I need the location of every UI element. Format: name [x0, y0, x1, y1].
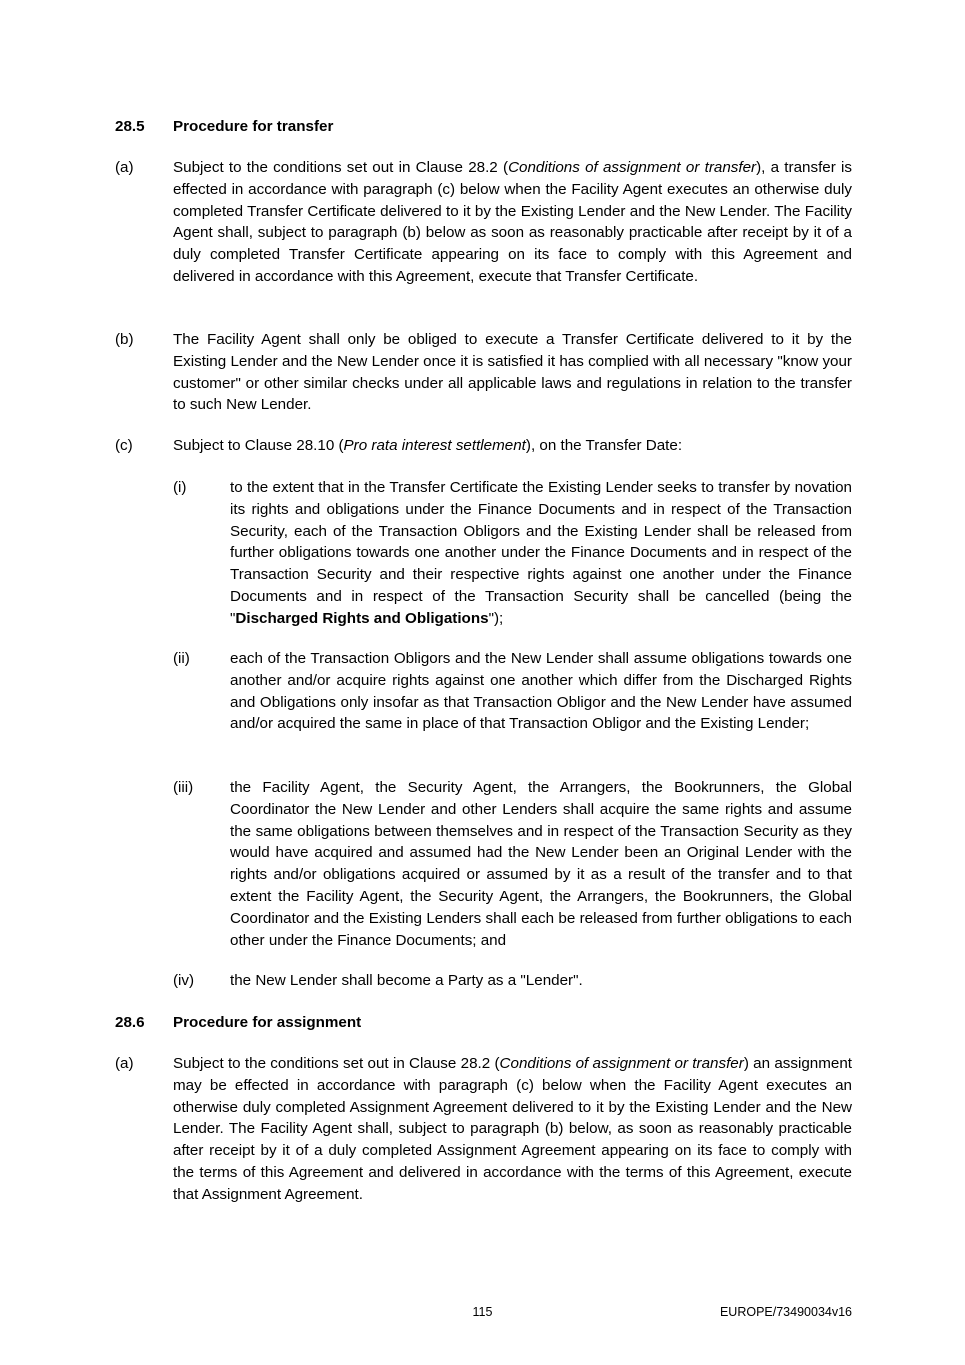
paragraph-text: The Facility Agent shall only be obliged to execute a Transfer Certificate delivered to it by the Existing Lender and the New Lender once it is satisfied it has complied with all necessary "know your customer" or other similar checks under all applicable laws and regulations in relation to the transfer to such New Lender. [173, 331, 852, 414]
paragraph-label: (c) [115, 437, 133, 454]
subparagraph-label: (iii) [173, 779, 194, 796]
text-run: "); [488, 609, 504, 627]
subparagraph-i [173, 477, 852, 630]
paragraph-label: (b) [115, 331, 134, 348]
paragraph-text [173, 435, 852, 457]
text-run: Subject to the conditions set out in Clause 28.2 ( [173, 1055, 500, 1072]
text-run: to the extent that in the Transfer Certificate the Existing Lender seeks to transfer by novation its rights and obligations under the Finance Documents and in respect of the Transaction Security, each of the Transaction Obligors and the Existing Lender shall be released from further obligations towards one another under the Finance Documents and in respect of the Transaction Security and their respective rights against one another under the Finance Documents and in respect of the Transaction Security shall be cancelled (being the " [230, 479, 852, 627]
text-run: ), on the Transfer Date: [525, 437, 683, 454]
subparagraph-text: each of the Transaction Obligors and the New Lender shall assume obligations towards one another and/or acquire rights against one another which differ from the Discharged Rights and Obligations only insofar as that Transaction Obligor and the New Lender have assumed and/or acquired the same in place of that Transaction Obligor and the Existing Lender; [230, 650, 852, 733]
section-number: 28.6 [115, 1014, 145, 1031]
paragraph-28-5-b [115, 329, 852, 416]
text-run: Subject to the conditions set out in Clause 28.2 ( [173, 159, 509, 176]
text-run: ) an assignment may be effected in accordance with paragraph (c) below when the Facility Agent executes an otherwise duly completed Assignment Agreement delivered to it by the Existing Lender and the New Lender. The Facility Agent shall, subject to paragraph (b) below, as soon as reasonably practicable after receipt by it of a duly completed Assignment Agreement appearing on its face to comply with the terms of this Agreement and delivered in accordance with the terms of this Agreement, execute that Assignment Agreement. [173, 1055, 853, 1203]
paragraph-text [173, 157, 852, 288]
defined-term-bold: Discharged Rights and Obligations [235, 609, 489, 627]
section-number: 28.5 [115, 118, 145, 135]
paragraph-28-6-a [115, 1053, 852, 1206]
section-title: Procedure for transfer [173, 118, 334, 135]
paragraph-label: (a) [115, 159, 134, 176]
subparagraph-iv [173, 970, 852, 992]
paragraph-28-5-a [115, 157, 852, 288]
paragraph-label: (a) [115, 1055, 134, 1072]
subparagraph-text [230, 477, 852, 630]
subparagraph-label: (iv) [173, 972, 195, 989]
paragraph-text [173, 1053, 852, 1206]
subparagraph-text: the Facility Agent, the Security Agent, the Arrangers, the Bookrunners, the Global Coordinator the New Lender and other Lenders shall acquire the same rights and assume the same obligations between themselves and in respect of the Transaction Security as they would have acquired and assumed had the New Lender been an Original Lender with the rights and/or obligations acquired or assumed by it as a result of the transfer and to that extent the Facility Agent, the Security Agent, the Arrangers, the Bookrunners, the Global Coordinator and the Existing Lenders shall each be released from further obligations to each other under the Finance Documents; and [230, 779, 852, 949]
subparagraph-ii [173, 648, 852, 735]
section-title: Procedure for assignment [173, 1014, 362, 1031]
document-reference: EUROPE/73490034v16 [719, 1305, 852, 1319]
text-run: ), a transfer is effected in accordance with paragraph (c) below when the Facility Agent executes an otherwise duly completed Transfer Certificate delivered to it by the Existing Lender and the New Lender. The Facility Agent shall, subject to paragraph (b) below as soon as reasonably practicable after receipt by it of a duly completed Transfer Certificate appearing on its face to comply with this Agreement and delivered in accordance with this Agreement, execute that Transfer Certificate. [173, 159, 853, 285]
clause-reference-italic: Pro rata interest settlement [343, 437, 526, 454]
clause-reference-italic: Conditions of assignment or transfer [499, 1055, 744, 1072]
page-number: 115 [472, 1305, 493, 1319]
paragraph-28-5-c [115, 435, 852, 457]
subparagraph-text: the New Lender shall become a Party as a "Lender". [230, 972, 583, 989]
subparagraph-iii [173, 777, 852, 951]
subparagraph-label: (i) [173, 479, 187, 496]
subparagraph-label: (ii) [173, 650, 190, 667]
text-run: Subject to Clause 28.10 ( [173, 437, 344, 454]
clause-reference-italic: Conditions of assignment or transfer [508, 159, 757, 176]
